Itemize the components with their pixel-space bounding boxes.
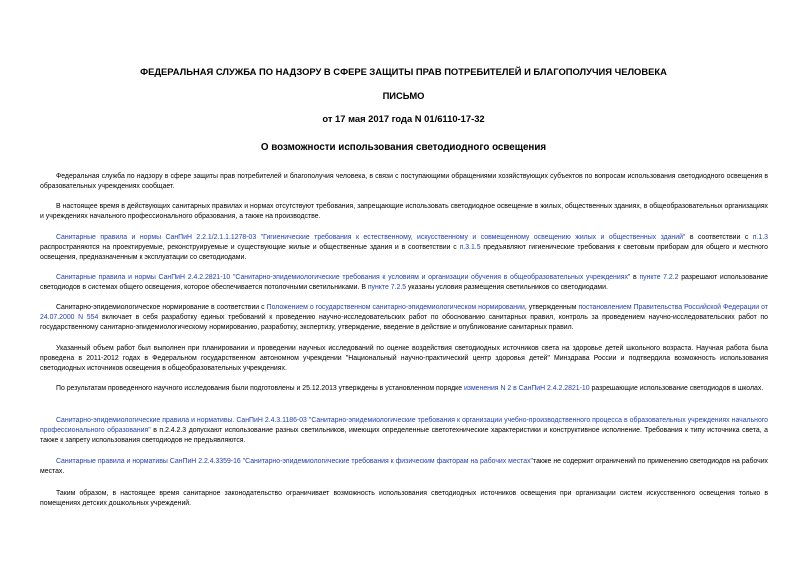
paragraph-7-text-2: разрешающие использование светодиодов в школах. [589,385,764,392]
link-point-7-2-5[interactable]: пункте 7.2.5 [367,284,407,292]
paragraph-7-text-1: По результатам проведенного научного исследования были подготовлены и 25.12.2013 утверждены в установленном порядке [56,385,464,392]
paragraph-4-text-1: в [630,274,640,281]
paragraph-3-text-2: распространяются на проектируемые, реконструируемые и существующие жилые и общественные здания и в соответствии с [40,244,460,252]
paragraph-4-text-3: указаны условия размещения светильников со светодиодами. [406,284,608,292]
link-sanpin-2-4-3-1186[interactable]: Санитарно-эпидемиологические правила и нормативы. СанПиН 2.4.3.1186-03 "Санитарно-эпидемиологические требования к организации учебно-производственного процесса в образовательных учреждениях начального профессионального образования" [40,417,768,435]
paragraph-3-text-1: в соответствии с [685,234,753,241]
document-subject: О возможности использования светодиодного освещения [260,142,547,153]
link-sanpin-2-4-2-2821[interactable]: Санитарные правила и нормы СанПиН 2.4.2.2821-10 "Санитарно-эпидемиологические требования к условиям и организации обучения в общеобразовательных учреждениях" [56,274,631,281]
paragraph-8-text-1: в п.2.4.2.3 допускают использование разных светильников, имеющих определенные светотехнические характеристики и конструктивное исполнение. Требования к типу источника света, а также к запрету использования светодиодов не предъявляются. [40,427,768,445]
paragraph-5-text-1: Санитарно-эпидемиологическое нормирование в соответствии с [56,304,267,311]
paragraph-9-text-1: также не содержит ограничений по применению светодиодов на рабочих местах. [40,458,769,476]
paragraph-1: Федеральная служба по надзору в сфере защиты прав потребителей и благополучия человека, в связи с поступающими обращениями хозяйствующих субъектов по вопросам использования светодиодного освещения в образовательных учреждениях сообщает. [40,173,768,191]
paragraph-5 [40,303,768,334]
link-p-3-1-5[interactable]: п.3.1.5 [459,244,481,252]
link-amendments-n2[interactable]: изменения N 2 в СанПиН 2.4.2.2821-10 [463,385,590,392]
paragraph-4-text-2: разрешают использование светодиодов в системах общего освещения, которое обеспечивается потолочными светильниками. В [40,274,768,292]
link-p-1-3[interactable]: п.1.3 [752,234,768,241]
agency-title: ФЕДЕРАЛЬНАЯ СЛУЖБА ПО НАДЗОРУ В СФЕРЕ ЗАЩИТЫ ПРАВ ПОТРЕБИТЕЛЕЙ И БЛАГОПОЛУЧИЯ ЧЕЛОВЕКА [140,66,667,77]
paragraph-8 [40,416,768,447]
paragraph-5-text-2: , утвержденным [524,304,579,311]
paragraph-6: Указанный объем работ был выполнен при планировании и проведении научных исследований по оценке воздействия светодиодных источников света на здоровье детей школьного возраста. Научная работа была проведена в 2011-2012 годах в Федеральном государственном автономном учреждении "Национальный научно-практический центр здоровья детей" Минздрава России и подтвердила возможность использования светодиодных источников освещения в общеобразовательных учреждениях. [40,345,768,373]
paragraph-5-text-3: включает в себя разработку единых требований к проведению научно-исследовательских работ по обоснованию санитарных правил, контроль за проведением научно-исследовательских работ по государственному санитарно-эпидемиологическому нормированию, разработку, экспертизу, утверждение, введение в действие и опубликование санитарных правил. [40,314,768,332]
link-point-7-2-2[interactable]: пункте 7.2.2 [639,274,679,281]
link-sanpin-2-2-4-3359[interactable]: Санитарные правила и нормативы СанПиН 2.2.4.3359-16 "Санитарно-эпидемиологические требования к физическим факторам на рабочих местах" [56,458,533,465]
link-regulation-sanitary-norming[interactable]: Положением о государственном санитарно-эпидемиологическом нормировании [266,304,525,311]
link-sanpin-2-2-1[interactable]: Санитарные правила и нормы СанПиН 2.2.1/2.1.1.1278-03 "Гигиенические требования к естественному, искусственному и совмещенному освещению жилых и общественных зданий" [56,234,686,241]
link-government-decree-554[interactable]: постановлением Правительства Российской Федерации от 24.07.2000 N 554 [40,304,768,322]
paragraph-7 [40,384,768,394]
paragraph-3-text-3: предъявляют гигиенические требования к световым приборам для общего и местного освещения, предназначенным к эксплуатации со светодиодами. [40,244,768,262]
paragraph-4 [40,273,768,293]
document-date-number: от 17 мая 2017 года N 01/6110-17-32 [322,113,485,124]
paragraph-9 [40,457,768,477]
paragraph-2: В настоящее время в действующих санитарных правилах и нормах отсутствуют требования, запрещающие использовать светодиодное освещение в жилых, общественных зданиях, в общеобразовательных организациях и учреждениях начального профессионального образования, а также на производстве. [40,203,768,221]
document-type: ПИСЬМО [382,90,425,101]
paragraph-3 [40,233,768,264]
paragraph-10: Таким образом, в настоящее время санитарное законодательство ограничивает возможность использования светодиодных источников освещения при организации систем искусственного освещения только в помещениях детских дошкольных учреждений. [40,490,768,508]
